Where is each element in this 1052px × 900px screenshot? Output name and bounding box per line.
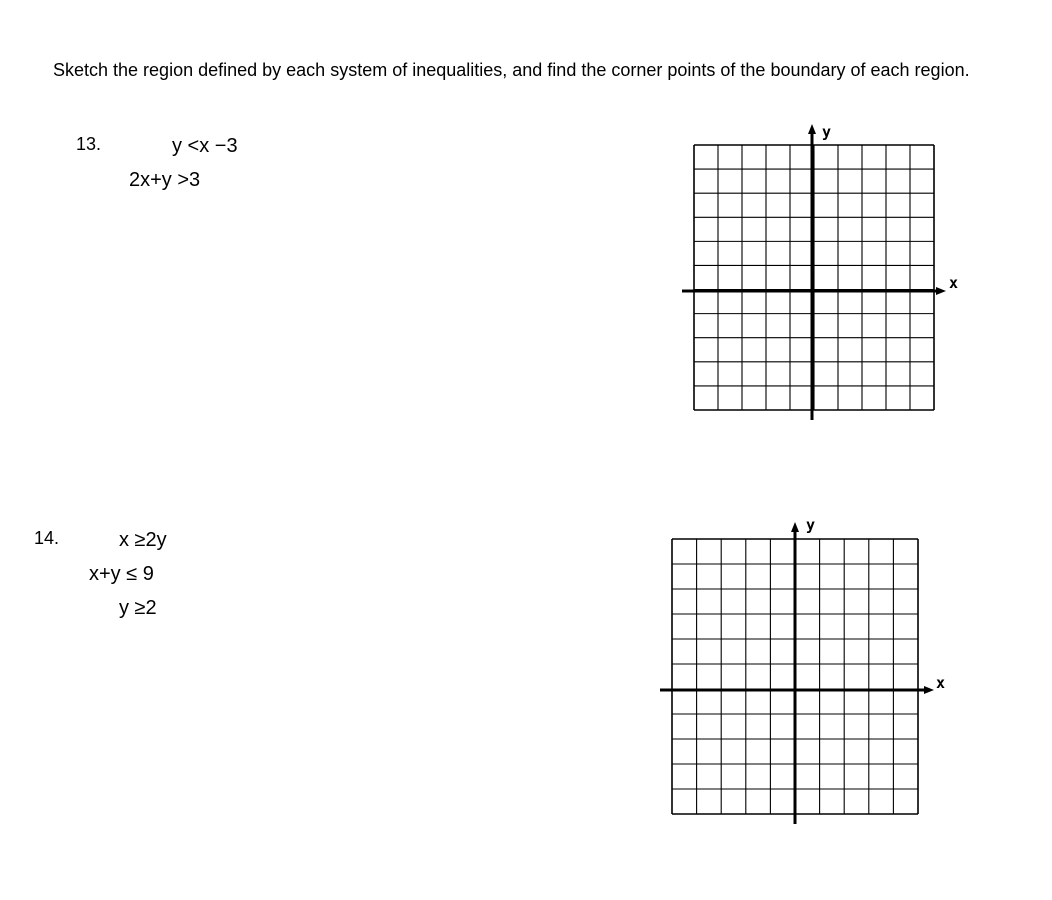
problem-13-coordinate-grid [680,118,970,423]
problem-14-coordinate-grid [658,514,958,826]
y-axis-label: y [806,516,816,534]
problem-13-inequality-1: y <x −3 [172,135,238,157]
x-axis-arrow [924,686,934,694]
grid-lines [694,145,934,410]
x-axis-arrow [936,287,946,295]
problem-13-inequality-2: 2x+y >3 [129,169,201,191]
problem-14-inequality-2: x+y ≤ 9 [89,563,154,585]
problem-13-number: 13. [76,134,102,154]
x-axis-label: x [949,274,959,292]
instructions-text: Sketch the region defined by each system of inequalities, and find the corner points of the boundary of each region. [53,60,970,80]
x-axis-label: x [936,674,946,692]
y-axis-arrow [791,522,799,532]
y-axis-label: y [822,123,832,141]
problem-14-inequality-1: x ≥2y [119,529,167,551]
y-axis-arrow [808,124,816,134]
problem-14-number: 14. [34,528,60,548]
problem-14-inequality-3: y ≥2 [119,597,157,619]
